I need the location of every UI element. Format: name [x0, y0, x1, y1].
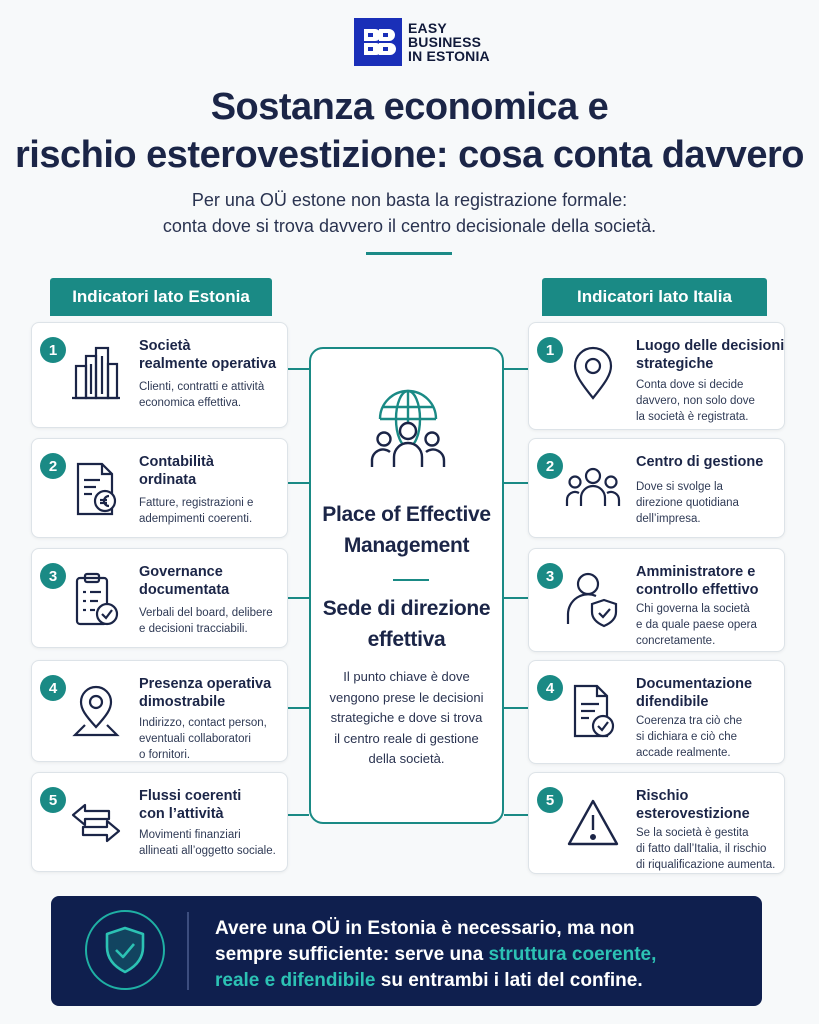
card-title: Governance documentata: [139, 564, 230, 598]
subtitle-line-2: conta dove si trova davvero il centro decisionale della società.: [162, 216, 657, 236]
card-description: Chi governa la società e da quale paese opera concretamente.: [636, 603, 757, 647]
estonia-card-3: [31, 548, 288, 648]
person-shield-icon: [565, 569, 621, 629]
step-number: 1: [40, 337, 66, 363]
connector-line: [504, 814, 528, 816]
banner-divider: [187, 912, 189, 990]
estonia-card-1: [31, 322, 288, 428]
logo-mark-icon: [354, 18, 402, 66]
card-title: Società realmente operativa: [139, 338, 277, 372]
italy-card-4: [528, 660, 785, 764]
warning-triangle-icon: [565, 793, 621, 853]
clipboard-checklist-icon: [68, 569, 124, 629]
brand-name: EASY BUSINESS IN ESTONIA: [408, 20, 490, 64]
brand-logo: [354, 18, 490, 66]
location-pin-icon: [68, 681, 124, 741]
conclusion-banner: [51, 896, 762, 1006]
effective-management-panel: [309, 347, 504, 824]
estonia-indicators-header: Indicatori lato Estonia: [50, 278, 272, 316]
globe-people-icon: [358, 379, 458, 479]
connector-line: [288, 814, 309, 816]
center-divider: [393, 579, 429, 581]
connector-line: [288, 368, 309, 370]
step-number: 2: [537, 453, 563, 479]
document-check-icon: [565, 681, 621, 741]
connector-line: [504, 368, 528, 370]
office-buildings-icon: [68, 343, 124, 403]
connector-line: [288, 597, 309, 599]
card-title: Centro di gestione: [636, 454, 764, 470]
step-number: 3: [40, 563, 66, 589]
card-description: Fatture, registrazioni e adempimenti coerenti.: [139, 497, 254, 525]
estonia-card-4: [31, 660, 288, 762]
card-description: Se la società è gestita di fatto dall’Italia, il rischio di riqualificazione aumenta.: [636, 827, 776, 871]
italy-indicators-header: Indicatori lato Italia: [542, 278, 767, 316]
step-number: 5: [40, 787, 66, 813]
estonia-card-5: [31, 772, 288, 872]
step-number: 4: [40, 675, 66, 701]
card-description: Clienti, contratti e attività economica effettiva.: [139, 381, 265, 409]
connector-line: [504, 707, 528, 709]
card-title: Presenza operativa dimostrabile: [139, 676, 272, 710]
card-title: Documentazione difendibile: [636, 676, 753, 710]
card-title: Contabilità ordinata: [139, 454, 214, 488]
card-title: Flussi coerenti con l’attività: [139, 788, 242, 822]
card-description: Dove si svolge la direzione quotidiana dell’impresa.: [636, 481, 739, 525]
step-number: 3: [537, 563, 563, 589]
exchange-arrows-icon: [68, 793, 124, 853]
estonia-card-2: [31, 438, 288, 538]
card-title: Rischio esterovestizione: [636, 788, 750, 822]
banner-text: Avere una OÜ in Estonia è necessario, ma non sempre sufficiente: serve una struttura coerente, reale e difendibile su entrambi i lati del confine.: [215, 918, 657, 991]
connector-line: [288, 482, 309, 484]
card-description: Verbali del board, delibere e decisioni tracciabili.: [139, 607, 273, 635]
title-divider: [366, 252, 452, 255]
subtitle-line-1: Per una OÜ estone non basta la registrazione formale:: [191, 190, 628, 210]
card-description: Conta dove si decide davvero, non solo dove la società è registrata.: [636, 379, 755, 423]
place-of-effective-management-title: Place of Effective Management: [322, 503, 491, 557]
team-people-icon: [565, 459, 621, 519]
card-description: Coerenza tra ciò che si dichiara e ciò che accade realmente.: [636, 715, 743, 759]
card-description: Indirizzo, contact person, eventuali collaboratori o fornitori.: [139, 717, 267, 761]
italy-card-1: [528, 322, 785, 430]
center-description: Il punto chiave è dove vengono prese le decisioni strategiche e dove si trova il centro reale di gestione della società.: [329, 669, 484, 766]
step-number: 5: [537, 787, 563, 813]
connector-line: [504, 597, 528, 599]
accounting-document-euro-icon: [68, 459, 124, 519]
page-title-line-2: rischio esterovestizione: cosa conta davvero: [15, 134, 804, 176]
step-number: 2: [40, 453, 66, 479]
card-title: Luogo delle decisioni strategiche: [636, 338, 785, 372]
connector-line: [504, 482, 528, 484]
connector-line: [288, 707, 309, 709]
italy-card-2: [528, 438, 785, 538]
card-description: Movimenti finanziari allineati all’oggetto sociale.: [139, 829, 276, 857]
italy-card-3: [528, 548, 785, 652]
sede-di-direzione-title: Sede di direzione effettiva: [322, 597, 491, 651]
location-pin-icon: [565, 343, 621, 403]
step-number: 1: [537, 337, 563, 363]
italy-card-5: [528, 772, 785, 874]
card-title: Amministratore e controllo effettivo: [636, 564, 759, 598]
step-number: 4: [537, 675, 563, 701]
page-title-line-1: Sostanza economica e: [210, 86, 609, 128]
shield-check-icon: [85, 910, 165, 990]
